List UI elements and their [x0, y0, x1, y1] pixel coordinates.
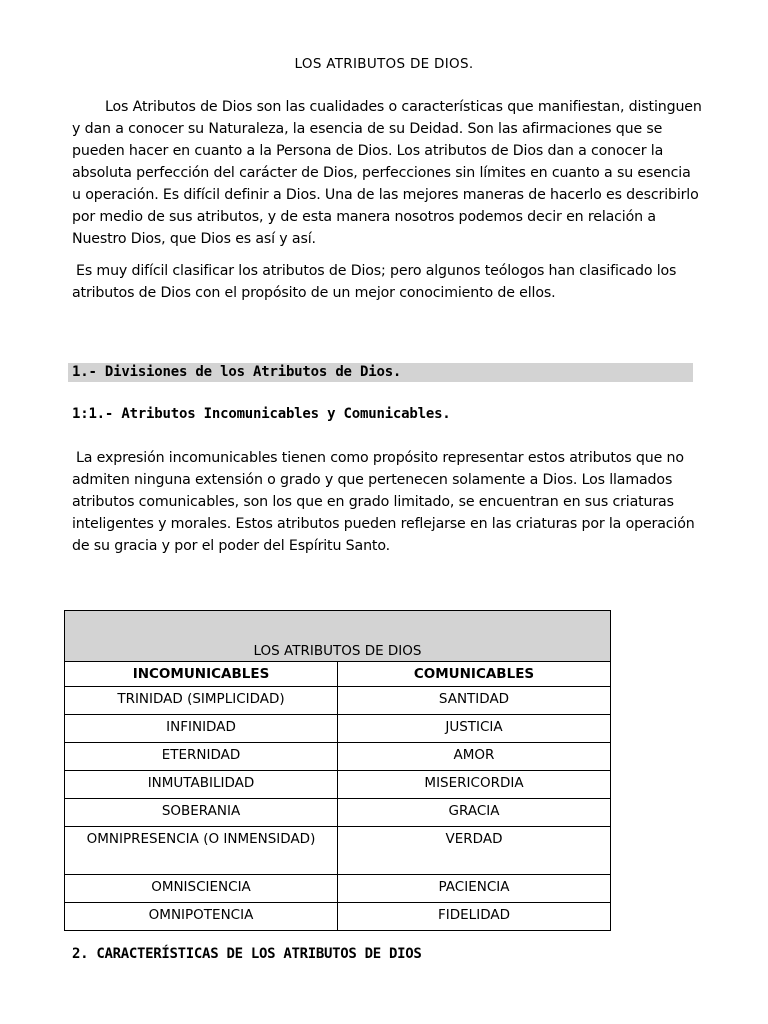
table-cell: SOBERANIA: [65, 799, 338, 827]
table-cell: OMNIPRESENCIA (O INMENSIDAD): [65, 827, 338, 875]
table-row: [65, 771, 611, 799]
incommunicable-explanation-paragraph: La expresión incomunicables tienen como propósito representar estos atributos que no admiten ninguna extensión o grado y que pertenecen solamente a Dios. Los llamados atributos comunicables, son los que en grado limitado, se encuentran en sus criaturas inteligentes y morales. Estos atributos pueden reflejarse en las criaturas por la operación de su gracia y por el poder del Espíritu Santo.: [72, 450, 695, 554]
table-cell: OMNIPOTENCIA: [65, 903, 338, 931]
table-row: [65, 687, 611, 715]
table-row: [65, 903, 611, 931]
document-title: LOS ATRIBUTOS DE DIOS.: [294, 56, 474, 72]
table-cell: FIDELIDAD: [338, 903, 611, 931]
table-row: [65, 715, 611, 743]
table-cell: VERDAD: [338, 827, 611, 875]
attributes-table: [64, 610, 611, 931]
table-cell: MISERICORDIA: [338, 771, 611, 799]
table-row: [65, 799, 611, 827]
table-cell: GRACIA: [338, 799, 611, 827]
table-cell: INFINIDAD: [65, 715, 338, 743]
table-cell: AMOR: [338, 743, 611, 771]
table-cell: PACIENCIA: [338, 875, 611, 903]
table-cell: JUSTICIA: [338, 715, 611, 743]
section-1-heading: 1.- Divisiones de los Atributos de Dios.: [72, 364, 402, 380]
table-caption-row: [65, 611, 611, 662]
section-2-heading: 2. CARACTERÍSTICAS DE LOS ATRIBUTOS DE DIOS: [72, 946, 422, 962]
table-cell: OMNISCIENCIA: [65, 875, 338, 903]
table-cell: SANTIDAD: [338, 687, 611, 715]
intro-paragraph: Los Atributos de Dios son las cualidades o características que manifiestan, distinguen y dan a conocer su Naturaleza, la esencia de su Deidad. Son las afirmaciones que se pueden hacer en cuanto a la Persona de Dios. Los atributos de Dios dan a conocer la absoluta perfección del carácter de Dios, perfecciones sin límites en cuanto a su esencia u operación. Es difícil definir a Dios. Una de las mejores maneras de hacerlo es describirlo por medio de sus atributos, y de esta manera nosotros podemos decir en relación a Nuestro Dios, que Dios es así y así.: [72, 99, 702, 247]
table-row: [65, 875, 611, 903]
table-row: [65, 743, 611, 771]
table-header-row: [65, 662, 611, 687]
column-header-comunicables: COMUNICABLES: [338, 662, 611, 687]
table-row: [65, 827, 611, 875]
column-header-incomunicables: INCOMUNICABLES: [65, 662, 338, 687]
table-cell: TRINIDAD (SIMPLICIDAD): [65, 687, 338, 715]
classification-paragraph: Es muy difícil clasificar los atributos de Dios; pero algunos teólogos han clasificado los atributos de Dios con el propósito de un mejor conocimiento de ellos.: [72, 263, 677, 301]
table-caption: LOS ATRIBUTOS DE DIOS: [65, 611, 611, 662]
table-cell: ETERNIDAD: [65, 743, 338, 771]
table-cell: INMUTABILIDAD: [65, 771, 338, 799]
subsection-1-1-heading: 1:1.- Atributos Incomunicables y Comunicables.: [72, 406, 451, 422]
